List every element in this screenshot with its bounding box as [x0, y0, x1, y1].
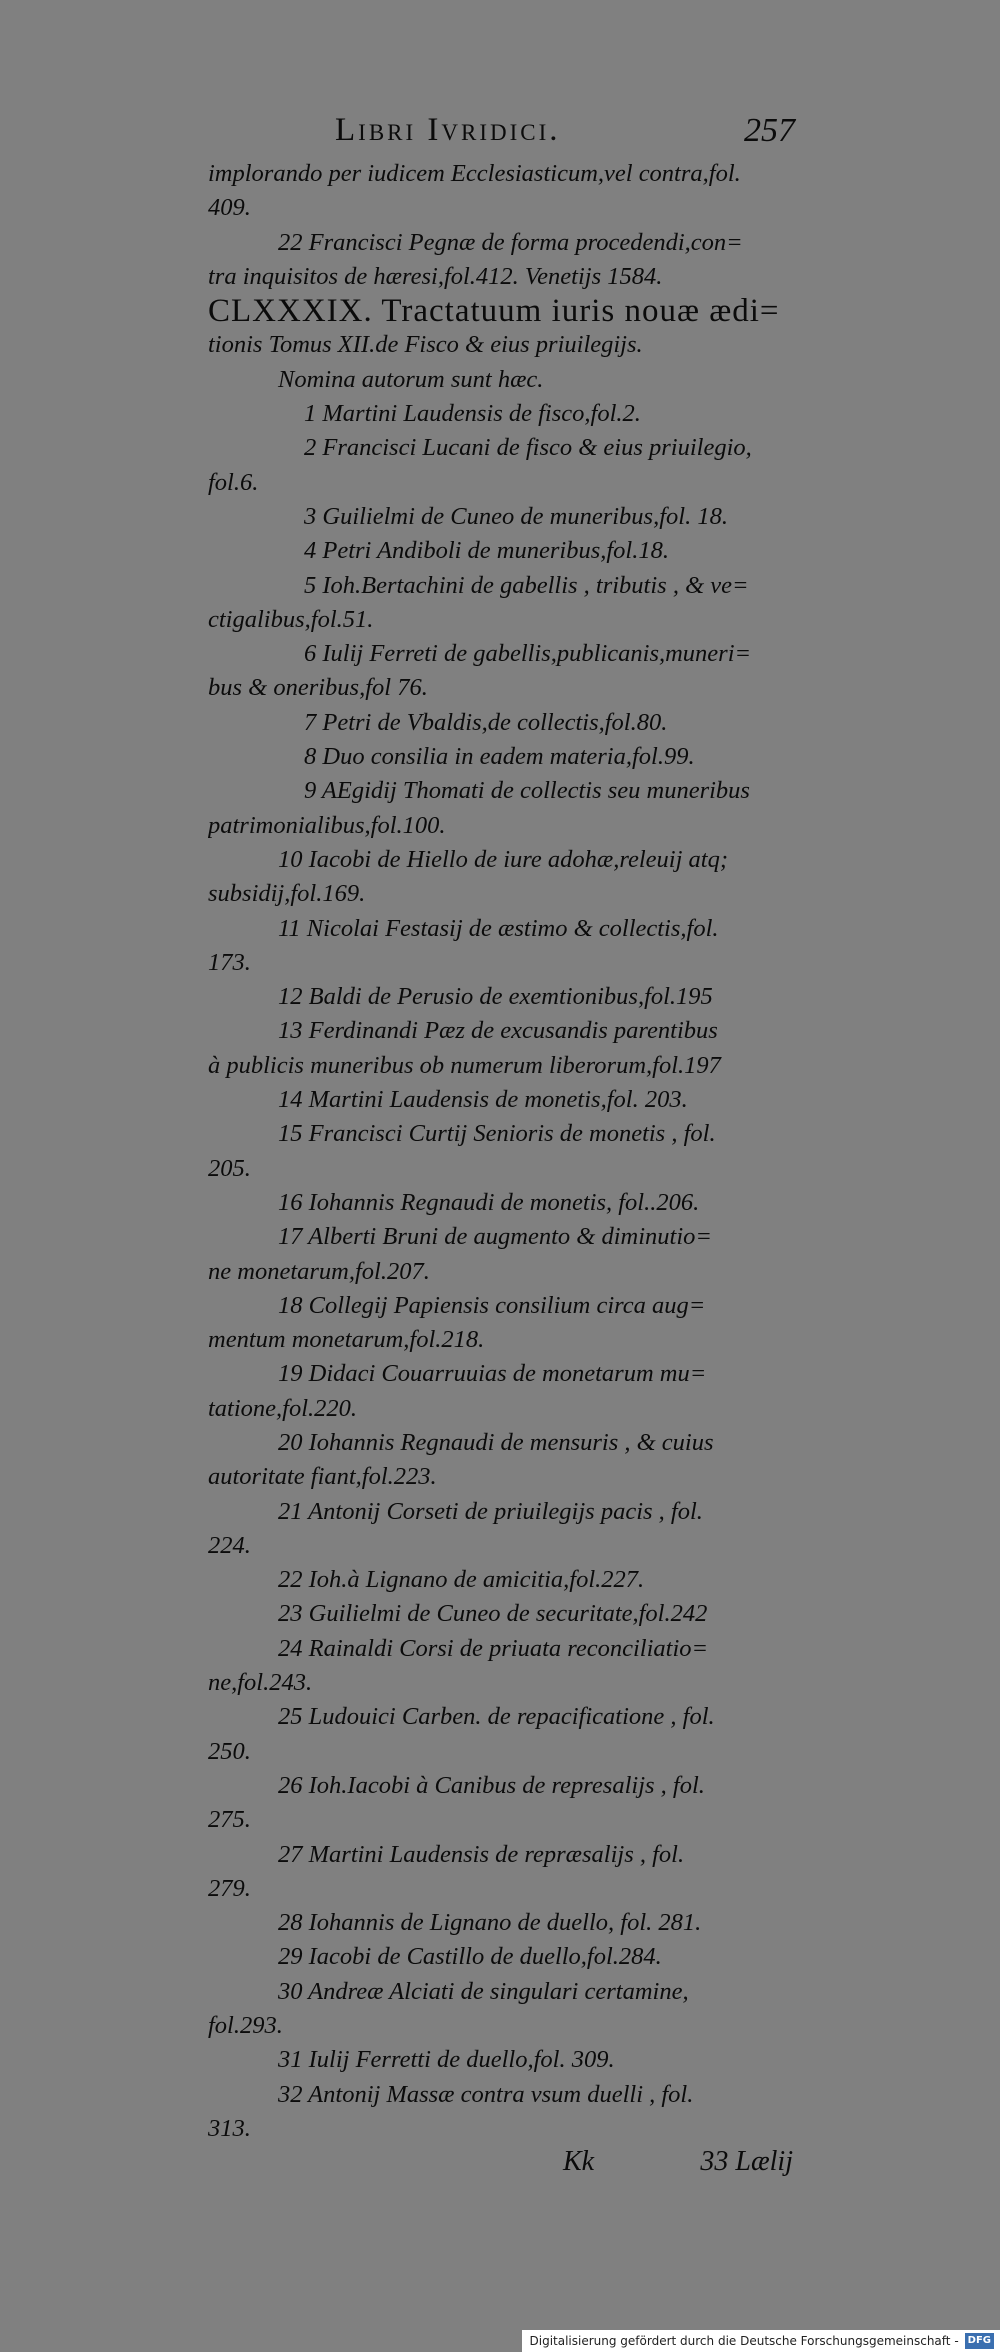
text-line: bus & oneribus,fol 76.	[208, 674, 428, 702]
text-line: 205.	[208, 1154, 251, 1182]
page-footer	[208, 2146, 793, 2186]
text-line: fol.6.	[208, 468, 259, 496]
body-text	[208, 157, 793, 2146]
text-line: 3 Guilielmi de Cuneo de muneribus,fol. 18.	[304, 502, 728, 530]
text-line: 22 Ioh.à Lignano de amicitia,fol.227.	[278, 1566, 645, 1594]
text-line: 250.	[208, 1737, 251, 1765]
text-line: 23 Guilielmi de Cuneo de securitate,fol.242	[278, 1600, 708, 1628]
text-line: patrimonialibus,fol.100.	[208, 811, 446, 839]
text-line: 30 Andreæ Alciati de singulari certamine,	[278, 1977, 689, 2005]
text-line: 15 Francisci Curtij Senioris de monetis , fol.	[278, 1120, 716, 1148]
text-line: 8 Duo consilia in eadem materia,fol.99.	[304, 743, 695, 771]
text-line: 7 Petri de Vbaldis,de collectis,fol.80.	[304, 708, 668, 736]
running-title: Libri Ivridici.	[335, 112, 561, 148]
text-line: fol.293.	[208, 2012, 283, 2040]
signature-mark: Kk	[563, 2146, 595, 2177]
text-line: 12 Baldi de Perusio de exemtionibus,fol.195	[278, 983, 713, 1011]
text-line: 1 Martini Laudensis de fisco,fol.2.	[304, 400, 641, 428]
text-line: 14 Martini Laudensis de monetis,fol. 203.	[278, 1086, 688, 1114]
text-line: 18 Collegij Papiensis consilium circa aug=	[278, 1291, 706, 1319]
text-line: 22 Francisci Pegnæ de forma procedendi,con=	[278, 228, 743, 256]
text-line: tionis Tomus XII.de Fisco & eius priuilegijs.	[208, 331, 643, 359]
digitization-credit	[522, 2330, 1000, 2352]
text-line: autoritate fiant,fol.223.	[208, 1463, 437, 1491]
running-header	[335, 112, 795, 162]
text-line: 173.	[208, 948, 251, 976]
text-line: 16 Iohannis Regnaudi de monetis, fol..206.	[278, 1188, 700, 1216]
text-line: à publicis muneribus ob numerum liberorum,fol.197	[208, 1051, 721, 1079]
text-line: 13 Ferdinandi Pæz de excusandis parentibus	[278, 1017, 718, 1045]
text-line: 24 Rainaldi Corsi de priuata reconciliatio=	[278, 1634, 709, 1662]
text-line: 313.	[208, 2114, 251, 2142]
text-line: 9 AEgidij Thomati de collectis seu muneribus	[304, 777, 750, 805]
text-line: 21 Antonij Corseti de priuilegijs pacis , fol.	[278, 1497, 703, 1525]
text-line: 11 Nicolai Festasij de æstimo & collectis,fol.	[278, 914, 719, 942]
text-line: 10 Iacobi de Hiello de iure adohæ,releuij atq;	[278, 845, 728, 873]
text-line: 28 Iohannis de Lignano de duello, fol. 281.	[278, 1909, 702, 1937]
text-line: 409.	[208, 194, 251, 222]
text-line: subsidij,fol.169.	[208, 880, 366, 908]
text-line: 26 Ioh.Iacobi à Canibus de represalijs , fol.	[278, 1771, 705, 1799]
text-line: ne,fol.243.	[208, 1669, 313, 1697]
text-line: CLXXXIX. Tractatuum iuris nouæ ædi=	[208, 294, 780, 329]
text-line: 279.	[208, 1874, 251, 1902]
text-line: 17 Alberti Bruni de augmento & diminutio=	[278, 1223, 712, 1251]
text-line: tra inquisitos de hæresi,fol.412. Venetijs 1584.	[208, 262, 663, 290]
text-line: 224.	[208, 1531, 251, 1559]
text-line: mentum monetarum,fol.218.	[208, 1326, 485, 1354]
page-number: 257	[744, 112, 795, 149]
text-line: 31 Iulij Ferretti de duello,fol. 309.	[278, 2046, 615, 2074]
text-line: ctigalibus,fol.51.	[208, 605, 374, 633]
dfg-logo: DFG	[965, 2333, 994, 2349]
text-line: 27 Martini Laudensis de repræsalijs , fol.	[278, 1840, 685, 1868]
text-line: tatione,fol.220.	[208, 1394, 358, 1422]
text-line: 32 Antonij Massæ contra vsum duelli , fol.	[278, 2080, 694, 2108]
text-line: ne monetarum,fol.207.	[208, 1257, 430, 1285]
text-line: implorando per iudicem Ecclesiasticum,vel contra,fol.	[208, 160, 741, 187]
text-line: Nomina autorum sunt hæc.	[278, 365, 544, 393]
text-line: 20 Iohannis Regnaudi de mensuris , & cuius	[278, 1428, 714, 1456]
text-line: 275.	[208, 1806, 251, 1834]
text-line: 5 Ioh.Bertachini de gabellis , tributis , & ve=	[304, 571, 749, 599]
text-line: 6 Iulij Ferreti de gabellis,publicanis,muneri=	[304, 640, 752, 668]
text-line: 2 Francisci Lucani de fisco & eius priuilegio,	[304, 434, 752, 462]
credit-text: Digitalisierung gefördert durch die Deutsche Forschungsgemeinschaft -	[529, 2334, 959, 2348]
text-line: 25 Ludouici Carben. de repacificatione , fol.	[278, 1703, 715, 1731]
text-line: 19 Didaci Couarruuias de monetarum mu=	[278, 1360, 707, 1388]
text-line: 29 Iacobi de Castillo de duello,fol.284.	[278, 1943, 662, 1971]
text-line: 4 Petri Andiboli de muneribus,fol.18.	[304, 537, 669, 565]
catchword: 33 Lælij	[700, 2146, 793, 2177]
